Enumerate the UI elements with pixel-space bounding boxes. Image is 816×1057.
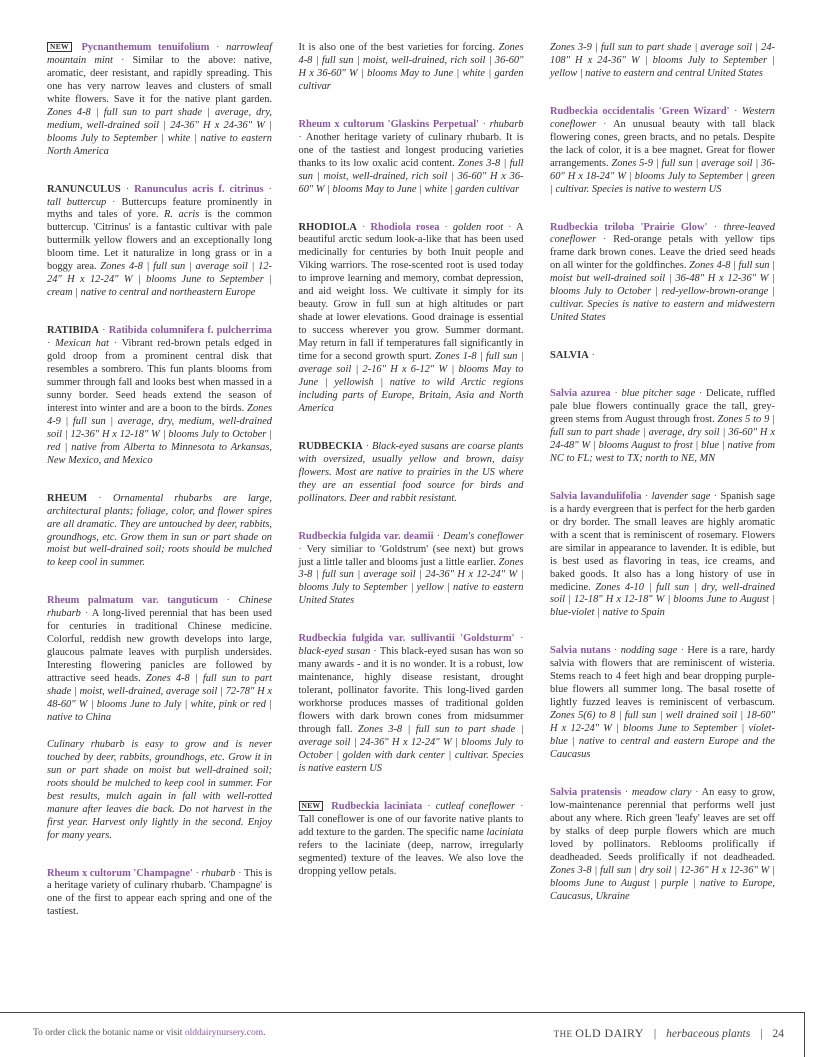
plant-entry: RATIBIDA · Ratibida columnifera f. pulcherrima · Mexican hat · Vibrant red-brown petals edged in gold droop from a prominent central disk that resembles a sombrero. This fun plants blooms from summer through fall and looks best when massed in a sunny border. Seed heads extend the season of interest into winter and are a boon to the birds. Zones 4-9 | full sun | average, dry, medium, well-drained soil | 12-36" H x 12-18" W | blooms July to October | red | native from Alberta to Minnesota to Arkansas, New Mexico, and Mexico — [47, 325, 272, 466]
genus-heading: RHODIOLA — [298, 221, 358, 233]
common-name: narrowleaf mountain mint — [47, 42, 272, 66]
column-2 — [299, 42, 524, 879]
plant-entry: Salvia nutans · nodding sage · Here is a rare, hardy salvia with flowers that are reminiscent of wisteria. Stems reach to 4 feet high and bear dropping purple-blue flowers all summer long. The basal rosette of lightly fuzzed leaves is reminiscent of verbascum. Zones 5(6) to 8 | full sun | well drained soil | 18-60" H x 12-24" W | blooms June to September | violet-blue | native to central and eastern Europe and the Caucasus — [550, 645, 775, 760]
genus-heading: RANUNCULUS — [47, 183, 121, 195]
brand-logo — [554, 1026, 644, 1041]
care-info: Zones 1-8 | full sun | average soil | 2-16" H x 6-12" W | blooms May to June | yellowish | native to wild Arctic regions including parts of Europe, Britain, Asia and North America — [298, 351, 524, 414]
description: An easy to grow, low-maintenance perennial that performs well just about any where. Rich green 'leafy' leaves are set off by stalks of deep purple flowers which are much loved by pollinators. Reblooms prolifically if deadheaded. Seeds prolifically if not deadheaded. — [550, 786, 775, 863]
plant-entry: RANUNCULUS · Ranunculus acris f. citrinus · tall buttercup · Buttercups feature prominently in myths and tales of yore. R. acris is the common buttercup. 'Citrinus' is a fantastic cultivar with pale buttermilk yellow flowers and an exceptionally long bloom time. Let it naturalize in long grass or in a boggy area. Zones 4-8 | full sun | average soil | 12-24" H x 12-24" W | blooms June to September | cream | native to central and northeastern Europe — [47, 183, 272, 299]
description: An unusual beauty with tall black flowering cones, green bracts, and no petals. Despite the lack of color, it is a bee magnet. Great for flower arrangements. — [550, 118, 775, 169]
plant-name-link[interactable]: Rheum palmatum var. tanguticum — [47, 595, 218, 607]
plant-name-link[interactable]: Salvia lavandulifolia — [550, 490, 642, 502]
plant-entry: RHODIOLA · Rhodiola rosea · golden root · A beautiful arctic sedum look-a-like that has been used medicinally for centuries by both Inuit people and Viking warriors. The rose-scented root is used today to improve learning and memory, combat depression, and aid weight loss. We cultivate it simply for its beauty. Grow in full sun at high altitudes or part shade at lower elevations. Good drainage is essential to success wherever you grow. Summer dormant. May return in fall if temperatures fall significantly in time for a second growth spurt. Zones 1-8 | full sun | average soil | 2-16" H x 6-12" W | blooms May to June | yellowish | native to wild Arctic regions including parts of Europe, Britain, Asia and North America — [298, 221, 524, 414]
plant-name-link[interactable]: Ratibida columnifera f. pulcherrima — [108, 325, 272, 337]
common-name: golden root — [452, 221, 504, 233]
plant-name-link[interactable]: Rudbeckia occidentalis 'Green Wizard' — [550, 105, 730, 117]
common-name: blue pitcher sage — [621, 388, 696, 400]
plant-entry: Rudbeckia fulgida var. sullivantii 'Goldsturm' · black-eyed susan · This black-eyed susan has won so many awards - and it is no wonder. It is a robust, low maintenance, highly disease resistant, drought tolerant, pollinator favorite. This long-lived garden workhorse produces masses of traditional golden flowers with dark brown cones from midsummer through fall. Zones 3-8 | full sun to part shade | average soil | 24-36" H x 12-24" W | blooms July to October | golden with dark center | cultivar. Species is native eastern US — [298, 633, 524, 774]
common-name: three-leaved coneflower — [550, 221, 775, 246]
description: Vibrant red-brown petals edged in gold droop from a prominent central disk that resembles a sombrero. This fun plants blooms from summer through fall and looks best when massed in a sunny border. Seed heads extend the season of interest into winter and are a boon to the birds. — [47, 338, 272, 414]
description: Buttercups feature prominently in myths and tales of yore. — [47, 196, 272, 221]
plant-entry: Salvia pratensis · meadow clary · An easy to grow, low-maintenance perennial that performs well just about any where. Rich green 'leafy' leaves are set off by stalks of deep purple flowers which are much loved by pollinators. Reblooms prolifically if deadheaded. Seeds prolifically if not deadheaded. Zones 3-8 | full sun | dry soil | 12-36" H x 12-36" W | blooms June to August | purple | native to Europe, Caucasus, Ukraine — [550, 786, 775, 902]
common-name: lavender sage — [651, 490, 711, 502]
genus-heading: RATIBIDA — [47, 325, 99, 337]
care-info: Zones 4-8 | full sun | average soil | 12-24" H x 12-24" W | blooms June to September | cream | native to central and northeastern Europe — [47, 261, 272, 299]
plant-entry: SALVIA · — [550, 350, 595, 362]
common-name: rhubarb — [201, 867, 236, 879]
column-3 — [550, 42, 775, 904]
plant-name-link[interactable]: Ranunculus acris f. citrinus — [134, 183, 264, 195]
care-info: Zones 3-8 | full sun to part shade | average soil | 24-36" H x 12-24" W | blooms July to October | golden with dark center | cultivar. Species is native eastern US — [298, 723, 524, 774]
brand-the: THE — [553, 1029, 573, 1039]
website-link[interactable]: olddairynursery.com — [184, 1028, 264, 1038]
catalog-page — [47, 42, 775, 994]
plant-name-link[interactable]: Rudbeckia laciniata — [331, 800, 423, 812]
plant-name-link[interactable]: Rudbeckia fulgida var. deamii — [298, 530, 434, 542]
genus-heading: RUDBECKIA — [298, 440, 363, 452]
plant-entry: RUDBECKIA · Black-eyed susans are coarse plants with oversized, usually yellow and brown, daisy flowers. Most are native to prairies in the US where they are an essential food source for birds and pollinators. Deer and rabbit resistant. — [298, 440, 524, 504]
common-name: tall buttercup — [47, 196, 107, 208]
footer-divider: | — [653, 1028, 657, 1040]
species-name: laciniata — [486, 826, 524, 838]
plant-entry: Rudbeckia fulgida var. deamii · Deam's coneflower · Very similiar to 'Goldstrum' (see next) but grows just a little taller and blooms just a little earlier. Zones 3-8 | full sun | average soil | 24-36" H x 12-24" W | blooms July to September | yellow | native to eastern United States — [298, 530, 524, 607]
care-info: Zones 4-8 | full sun | moist but well-drained soil | 36-48" H x 12-36" W | blooms July to October | red-yellow-brown-orange | cultivar. Species is native to eastern and midwestern United States — [550, 260, 775, 324]
common-name: cutleaf coneflower — [435, 800, 516, 812]
genus-description: Ornamental rhubarbs are large, architectural plants; foliage, color, and flower spires are all dramatic. They are untouched by deer, rabbits, groundhogs, etc. Grow them in sun or part shade on moist but well-drained soil; roots should be mulched to keep cool in summer. — [47, 492, 272, 569]
page-footer-brand — [554, 1026, 784, 1041]
description: Very similiar to 'Goldstrum' (see next) but grows just a little taller and blooms just a little earlier. — [298, 543, 524, 568]
plant-name-link[interactable]: Rhodiola rosea — [370, 221, 440, 233]
page-number: 24 — [772, 1028, 784, 1040]
description: A long-lived perennial that has been used for centuries in traditional Chinese medicine. Colorful, reddish new growth develops into large, glaucous palmate leaves with purplish undersides. Interesting flowering panicles are followed by attractive seed heads. — [47, 608, 272, 685]
care-info: Zones 3-8 | full sun | moist, well-drained, rich soil | 36-60" H x 36-60" W | blooms May to June | white | garden cultivar — [298, 157, 524, 195]
description: It is also one of the best varieties for forcing. — [298, 42, 495, 53]
plant-entry-continued — [299, 42, 524, 94]
new-badge: NEW — [47, 42, 72, 52]
description: Another heritage variety of culinary rhubarb. It is one of the tastiest and longest producing varieties thanks to its low oxalic acid content. — [298, 131, 524, 169]
plant-entry: NEW Pycnanthemum tenuifolium · narrowleaf mountain mint · Similar to the above: native, aromatic, deer resistant, and rapidly spreading. This one has very narrow leaves and clusters of small white flowers. Save it for the native plant garden. Zones 4-8 | full sun to part shade | average, dry, medium, well-drained soil | 24-36" H x 24-36" W | blooms July to September | white | native to eastern North America — [47, 42, 272, 157]
order-text-end: . — [263, 1028, 266, 1038]
order-text: To order click the botanic name or visit — [33, 1028, 185, 1038]
care-info: Zones 5-9 | full sun | average soil | 36-60" H x 18-24" W | blooms July to September | green | cultivar. Species is native to western US — [550, 157, 775, 195]
plant-entry: Salvia lavandulifolia · lavender sage · Spanish sage is a hardy evergreen that is perfect for the herb garden or dry border. The small leaves are highly aromatic with a scent that is reminiscent of rosemary. Flowers are similar in appearance to lavender. It is edible, but is best used as flavoring in teas, ice creams, and baked goods. It also has a long history of use in medicine. Zones 4-10 | full sun | dry, well-drained soil | 12-18" H x 12-18" W | blooms June to August | blue-violet | native to Spain — [550, 490, 775, 619]
plant-name-link[interactable]: Rudbeckia fulgida var. sullivantii 'Goldsturm' — [298, 633, 515, 645]
care-info: Zones 4-8 | full sun to part shade | moist, well-drained, average soil | 72-78" H x 48-60" W | blooms June to July | white, pink or red | native to China — [47, 673, 272, 723]
description: This black-eyed susan has won so many awards - and it is no wonder. It is a robust, low maintenance, highly disease resistant, drought tolerant, pollinator favorite. This long-lived garden workhorse produces masses of traditional golden flowers with dark brown cones from midsummer through fall. — [298, 646, 524, 735]
care-info: Zones 5(6) to 8 | full sun | well drained soil | 18-60" H x 12-24" W | blooms June to September | violet-blue | native to central and eastern Europe and the Caucasus — [550, 710, 775, 760]
genus-heading: SALVIA — [550, 350, 589, 362]
common-name: nodding sage — [620, 645, 678, 657]
plant-name-link[interactable]: Rheum x cultorum 'Champagne' — [47, 867, 193, 879]
plant-entry: NEW Rudbeckia laciniata · cutleaf coneflower · Tall coneflower is one of our favorite native plants to add texture to the garden. The specific name laciniata refers to the laciniate (deep, narrow, irregularly segmented) texture of the leaves. We also love the dropping yellow petals. — [298, 800, 524, 877]
care-info: Zones 4-9 | full sun | average, dry, medium, well-drained soil | 12-36" H x 12-18" W | blooms July to October | red | native from Alberta to Minnesota to Arkansas, New Mexico, and Mexico — [47, 402, 272, 466]
plant-entry: Rudbeckia occidentalis 'Green Wizard' · Western coneflower · An unusual beauty with tall black flowering cones, green bracts, and no petals. Despite the lack of color, it is a bee magnet. Great for flower arrangements. Zones 5-9 | full sun | average soil | 36-60" H x 18-24" W | blooms July to September | green | cultivar. Species is native to western US — [550, 105, 775, 195]
plant-entry: Rudbeckia triloba 'Prairie Glow' · three-leaved coneflower · Red-orange petals with yellow tips frame dark brown cones. Leave the dried seed heads on all winter for the goldfinches. Zones 4-8 | full sun | moist but well-drained soil | 36-48" H x 12-36" W | blooms July to October | red-yellow-brown-orange | cultivar. Species is native to eastern and midwestern United States — [550, 221, 775, 324]
culinary-rhubarb-note: Culinary rhubarb is easy to grow and is never touched by deer, rabbits, groundhogs, etc. Grow it in sun or part shade on moist but well-drained soil; roots should be mulched to keep cool in summer. For best results, mulch again in fall with well-rotted manure after leaves die back. Do not harvest in the first year. Harvest only lightly in the second. Enjoy for many years. — [47, 738, 272, 841]
care-info: Zones 4-10 | full sun | dry, well-drained soil | 12-18" H x 12-18" W | blooms June to August | blue-violet | native to Spain — [550, 581, 775, 619]
description: Delicate, ruffled pale blue flowers continually grace the tall, grey-green stems from August through frost. — [550, 388, 776, 426]
genus-heading: RHEUM — [47, 492, 88, 504]
common-name: Mexican hat — [55, 338, 109, 350]
description: Here is a rare, hardy salvia with flowers that are reminiscent of wisteria. Stems reach to 4 feet high and bear dropping purple-blue flowers all summer long. The basal rosette of lightly fuzzed leaves is reminiscent of verbascum. — [550, 645, 775, 709]
genus-description: Black-eyed susans are coarse plants with oversized, usually yellow and brown, daisy flowers. Most are native to prairies in the US where they are an essential food source for birds and pollinators. Deer and rabbit resistant. — [298, 440, 524, 504]
section-title: herbaceous plants — [666, 1028, 751, 1040]
common-name: meadow clary — [631, 786, 692, 798]
plant-entry: Rheum x cultorum 'Glaskins Perpetual' · rhubarb · Another heritage variety of culinary rhubarb. It is one of the tastiest and longest producing varieties thanks to its low oxalic acid content. Zones 3-8 | full sun | moist, well-drained, rich soil | 36-60" H x 36-60" W | blooms May to June | white | garden cultivar — [298, 118, 524, 195]
care-info: Zones 4-8 | full sun | moist, well-drained, rich soil | 36-60" H x 36-60" W | blooms May to June | white | garden cultivar — [298, 42, 524, 92]
description-cont: is the common buttercup. 'Citrinus' is a fantastic cultivar with pale buttermilk yellow flowers and an exceptionally long bloom time. Let it naturalize in long grass or in a boggy area. — [47, 209, 272, 273]
species-name: R. acris — [164, 209, 200, 221]
care-info: Zones 5 to 9 | full sun to part shade | average, dry soil | 36-60" H x 24-48" W | blooms August to frost | blue | native from NC to FL; west to TX; north to NE, MN — [550, 414, 775, 464]
plant-name-link[interactable]: Pycnanthemum tenuifolium — [81, 42, 210, 53]
description: This is a heritage variety of culinary rhubarb. 'Champagne' is one of the first to appear each spring and one of the tastiest. — [47, 867, 272, 918]
common-name: black-eyed susan — [298, 646, 371, 658]
description-cont: refers to the laciniate (deep, narrow, irregularly segmented) texture of the leaves. We also love the dropping yellow petals. — [298, 839, 524, 877]
plant-entry-continued — [550, 42, 775, 81]
common-name: rhubarb — [489, 118, 524, 130]
plant-entry: RHEUM · Ornamental rhubarbs are large, architectural plants; foliage, color, and flower spires are all dramatic. They are untouched by deer, rabbits, groundhogs, etc. Grow them in sun or part shade on moist but well-drained soil; roots should be mulched to keep cool in summer. — [47, 492, 272, 569]
description: Tall coneflower is one of our favorite native plants to add texture to the garden. The specific name — [298, 813, 524, 838]
care-info: Zones 3-8 | full sun | average soil | 24-36" H x 12-24" W | blooms July to September | yellow | native to eastern United States — [298, 556, 524, 607]
description: Similar to the above: native, aromatic, deer resistant, and rapidly spreading. This one has very narrow leaves and clusters of small white flowers. Save it for the native plant garden. — [47, 54, 272, 105]
plant-name-link[interactable]: Salvia azurea — [550, 388, 611, 400]
plant-entry: Salvia azurea · blue pitcher sage · Delicate, ruffled pale blue flowers continually grace the tall, grey-green stems from August through frost. Zones 5 to 9 | full sun to part shade | average, dry soil | 36-60" H x 24-48" W | blooms August to frost | blue | native from NC to FL; west to TX; north to NE, MN — [550, 388, 776, 464]
column-1 — [47, 42, 272, 919]
common-name: Western coneflower — [550, 105, 775, 130]
plant-name-link[interactable]: Rudbeckia triloba 'Prairie Glow' — [550, 221, 708, 233]
description: A beautiful arctic sedum look-a-like that has been used medicinally for centuries by both Inuit people and Viking warriors. The rose-scented root is used today to improve learning and memory, combat depression, and aid weight loss. We cultivate it simply for its beauty. Grow in full sun at high altitudes or part shade at lower elevations. Good drainage is essential to success wherever you grow. Summer dormant. May return in fall if temperatures fall significantly in time for a second growth spurt. — [298, 221, 524, 363]
plant-name-link[interactable]: Salvia nutans — [550, 645, 611, 657]
care-info: Zones 3-9 | full sun to part shade | average soil | 24-108" H x 24-36" W | blooms July to September | yellow | native to eastern and central United States — [550, 42, 775, 79]
new-badge: NEW — [299, 801, 324, 811]
common-name: Deam's coneflower — [443, 530, 524, 542]
plant-name-link[interactable]: Rheum x cultorum 'Glaskins Perpetual' — [298, 118, 479, 130]
care-info: Zones 3-8 | full sun | dry soil | 12-36" H x 12-36" W | blooms June to August | purple | native to Europe, Caucasus, Ukraine — [550, 864, 775, 902]
description: Red-orange petals with yellow tips frame dark brown cones. Leave the dried seed heads on all winter for the goldfinches. — [550, 234, 775, 272]
brand-name: OLD DAIRY — [575, 1026, 644, 1040]
care-info: Zones 4-8 | full sun to part shade | average, dry, medium, well-drained soil | 24-36" H x 24-36" W | blooms July to September | white | native to eastern North America — [47, 106, 272, 157]
common-name: Chinese rhubarb — [47, 595, 272, 620]
plant-entry: Rheum x cultorum 'Champagne' · rhubarb · This is a heritage variety of culinary rhubarb. 'Champagne' is one of the first to appear each spring and one of the tastiest. — [47, 867, 272, 918]
order-note — [33, 1028, 265, 1038]
plant-name-link[interactable]: Salvia pratensis — [550, 786, 622, 798]
plant-entry: Rheum palmatum var. tanguticum · Chinese rhubarb · A long-lived perennial that has been used for centuries in traditional Chinese medicine. Colorful, reddish new growth develops into large, glaucous palmate leaves with purplish undersides. Interesting flowering panicles are followed by attractive seed heads. Zones 4-8 | full sun to part shade | moist, well-drained, average soil | 72-78" H x 48-60" W | blooms June to July | white, pink or red | native to China — [47, 595, 272, 723]
description: Spanish sage is a hardy evergreen that is perfect for the herb garden or dry border. The small leaves are highly aromatic with a scent that is reminiscent of rosemary. Flowers are similar in appearance to lavender. It is edible, but is best used as flavoring in teas, ice creams, and baked goods. It also has a long history of use in medicine. — [550, 490, 775, 593]
footer-divider: | — [760, 1028, 763, 1040]
